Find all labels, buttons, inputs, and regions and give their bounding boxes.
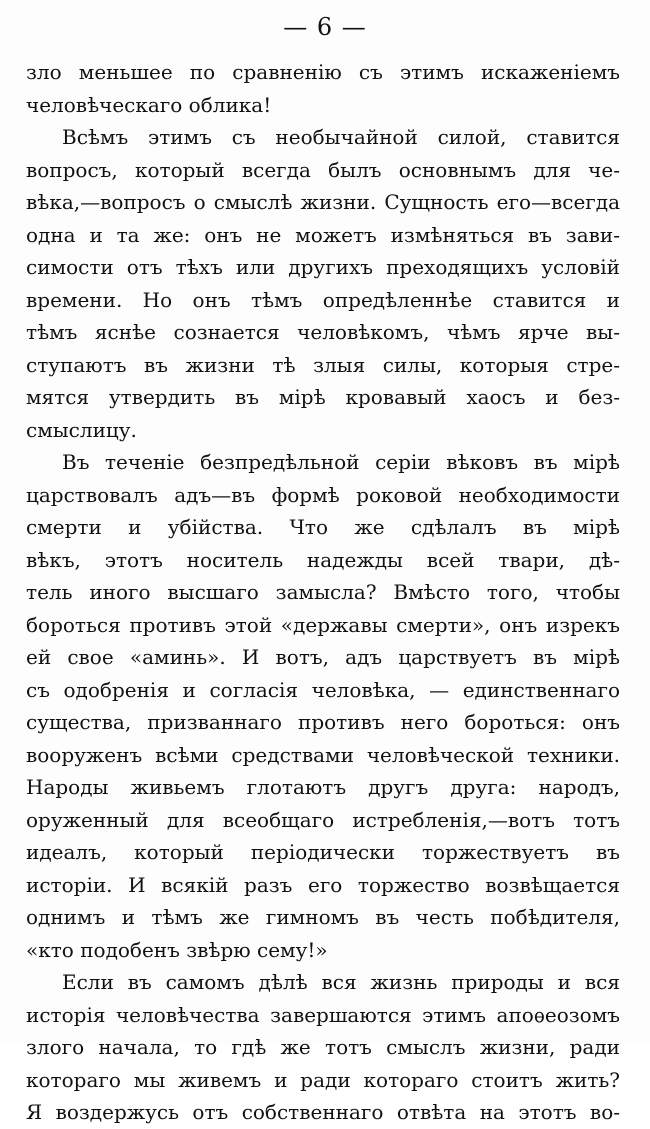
text-line: зло меньшее по сравненію съ этимъ искаженіемъ (26, 60, 620, 84)
text-line: тѣмъ яснѣе сознается человѣкомъ, чѣмъ ярче вы- (26, 320, 620, 344)
text-line: Всѣмъ этимъ съ необычайной силой, ставится (62, 125, 620, 149)
text-line: вопросъ, который всегда былъ основнымъ для че- (26, 157, 620, 182)
body-text (26, 56, 620, 1129)
text-line: бороться противъ этой «державы смерти», онъ изрекъ (26, 612, 620, 637)
text-line: смыслицу. (26, 417, 137, 442)
text-line: тель иного высшаго замысла? Вмѣсто того, чтобы (26, 580, 620, 604)
text-line: симости отъ тѣхъ или другихъ преходящихъ условій (26, 255, 620, 279)
text-line: ей свое «аминь». И вотъ, адъ царствуетъ въ мірѣ (26, 645, 620, 669)
text-line: исторіи. И всякій разъ его торжество возвѣщается (26, 872, 620, 897)
text-line: человѣческаго облика! (26, 92, 272, 117)
text-line: Я воздержусь отъ собственнаго отвѣта на этотъ во- (26, 1100, 620, 1124)
text-line: существа, призваннаго противъ него бороться: онъ (26, 710, 620, 734)
text-line: идеалъ, который періодически торжествуетъ въ (26, 840, 620, 864)
text-line: ступаютъ въ жизни тѣ злыя силы, которыя стре- (26, 352, 620, 377)
text-line: вѣкъ, этотъ носитель надежды всей твари, дѣ- (26, 547, 620, 572)
text-line: оруженный для всеобщаго истребленія,—вотъ тотъ (26, 807, 620, 832)
text-line: царствовалъ адъ—въ формѣ роковой необходимости (26, 482, 620, 507)
text-line: «кто подобенъ звѣрю сему!» (26, 937, 328, 962)
text-line: вооруженъ всѣми средствами человѣческой техники. (26, 742, 620, 767)
text-line: Народы живьемъ глотаютъ другъ друга: народъ, (26, 775, 620, 799)
text-line: однимъ и тѣмъ же гимномъ въ честь побѣдителя, (26, 905, 620, 929)
text-line: исторія человѣчества завершаются этимъ апоѳеозомъ (26, 1002, 620, 1027)
text-line: вѣка,—вопросъ о смыслѣ жизни. Сущность его—всегда (26, 190, 620, 214)
text-line: котораго мы живемъ и ради котораго стоитъ жить? (26, 1067, 620, 1092)
text-line: съ одобренія и согласія человѣка, — единственнаго (26, 677, 620, 702)
text-line: смерти и убійства. Что же сдѣлалъ въ мірѣ (26, 515, 620, 539)
text-line: мятся утвердить въ мірѣ кровавый хаосъ и без- (26, 385, 620, 409)
text-line: времени. Но онъ тѣмъ опредѣленнѣе ставится и (26, 287, 620, 312)
text-line: Въ теченіе безпредѣльной серіи вѣковъ въ мірѣ (62, 450, 620, 474)
text-line: Если въ самомъ дѣлѣ вся жизнь природы и вся (62, 970, 620, 994)
page-number: — 6 — (283, 13, 367, 41)
text-line: одна и та же: онъ не можетъ измѣняться въ зави- (26, 222, 620, 247)
text-line: злого начала, то гдѣ же тотъ смыслъ жизни, ради (26, 1035, 620, 1059)
